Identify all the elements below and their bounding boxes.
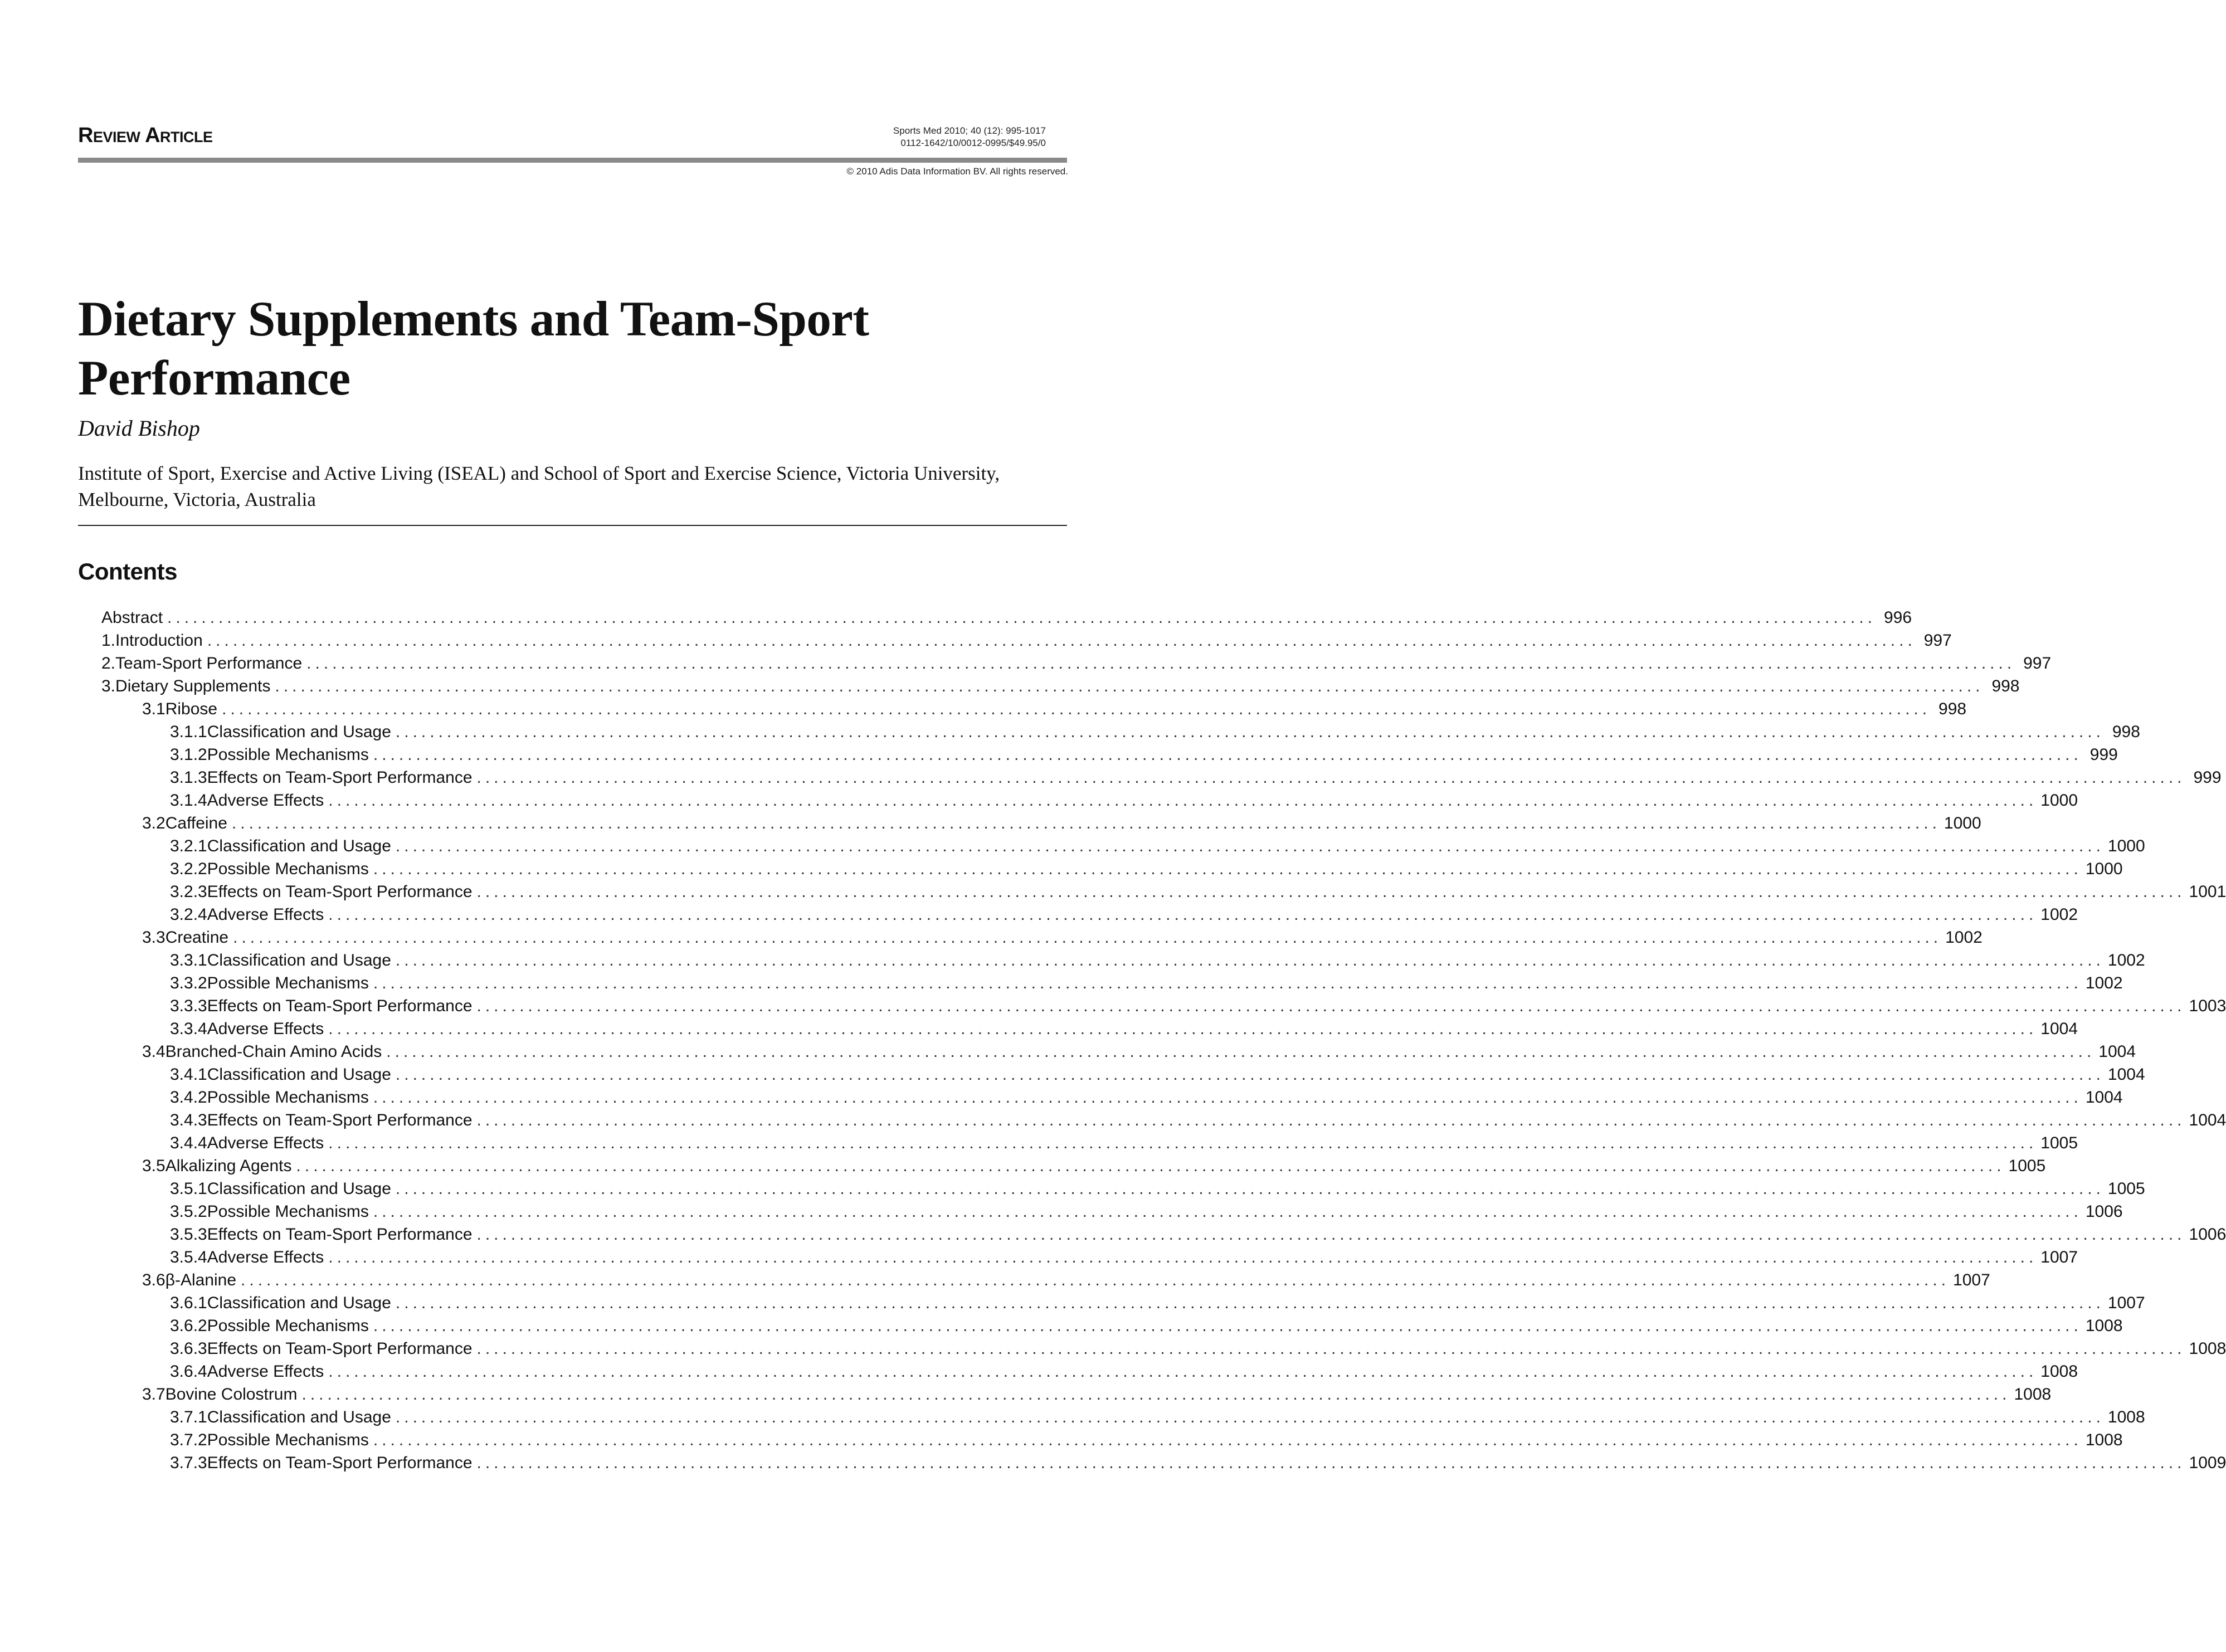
toc-entry-number: 3.4.4 [170, 1134, 207, 1152]
toc-entry-page: 1000 [2085, 860, 2123, 878]
toc-entry-label: Possible Mechanisms [207, 1088, 369, 1107]
article-type-label: Review Article [78, 124, 213, 147]
toc-dot-leader: ........................................................................................................................................................................................................ [296, 1157, 2005, 1175]
toc-entry[interactable] [170, 835, 2145, 857]
toc-entry-number: 3.2.1 [170, 837, 207, 855]
toc-entry[interactable] [142, 1269, 1990, 1292]
toc-entry-number: 3.7.3 [170, 1454, 207, 1472]
toc-entry-page: 1004 [2040, 1020, 2078, 1038]
author-affiliation: Institute of Sport, Exercise and Active Living (ISEAL) and School of Sport and Exercise Science, Victoria University, Melbourne, Victoria, Australia [78, 462, 1000, 510]
toc-entry-page: 1008 [2085, 1317, 2123, 1335]
toc-dot-leader: ........................................................................................................................................................................................................ [222, 700, 1931, 718]
toc-entry-label: Adverse Effects [207, 1134, 324, 1152]
toc-dot-leader: ........................................................................................................................................................................................................ [373, 1317, 2082, 1335]
toc-entry-label: Team-Sport Performance [115, 654, 303, 673]
toc-dot-leader: ........................................................................................................................................................................................................ [328, 1362, 2038, 1381]
toc-entry-label: Effects on Team-Sport Performance [207, 883, 473, 901]
toc-entry[interactable] [170, 1429, 2123, 1451]
toc-entry-label: Effects on Team-Sport Performance [207, 1111, 473, 1129]
toc-entry-number: 3.1 [142, 700, 165, 718]
article-title: Dietary Supplements and Team-Sport Performance [78, 292, 869, 406]
toc-dot-leader: ........................................................................................................................................................................................................ [373, 745, 2082, 764]
toc-entry-page: 997 [2023, 654, 2052, 673]
toc-entry-page: 1007 [2107, 1294, 2145, 1312]
toc-entry-page: 998 [1991, 677, 2020, 695]
toc-entry-page: 1002 [2107, 951, 2145, 969]
toc-entry-page: 1004 [2107, 1065, 2145, 1084]
toc-entry-number: 3.3 [142, 928, 165, 947]
toc-entry-page: 1001 [2189, 883, 2226, 901]
toc-entry-number: 3.2 [142, 814, 165, 832]
toc-entry-page: 1004 [2098, 1042, 2136, 1061]
toc-entry-number: 3.6.2 [170, 1317, 207, 1335]
toc-entry-label: Alkalizing Agents [165, 1157, 292, 1175]
toc-dot-leader: ........................................................................................................................................................................................................ [395, 837, 2105, 855]
toc-entry-label: Bovine Colostrum [165, 1385, 298, 1404]
toc-entry[interactable] [170, 949, 2145, 972]
toc-entry-number: 3.4 [142, 1042, 165, 1061]
toc-entry[interactable] [170, 720, 2140, 743]
toc-entry-number: 3. [101, 677, 116, 695]
toc-entry-label: Classification and Usage [207, 837, 391, 855]
toc-entry-page: 1006 [2085, 1202, 2123, 1221]
toc-entry-number: 3.3.3 [170, 997, 207, 1015]
toc-dot-leader: ........................................................................................................................................................................................................ [395, 1294, 2105, 1312]
toc-entry-number: 3.1.4 [170, 791, 207, 810]
toc-entry-number: 3.5 [142, 1157, 165, 1175]
toc-entry-page: 998 [2112, 723, 2140, 741]
toc-entry-number: 3.6 [142, 1271, 165, 1289]
toc-entry-number: 1. [101, 631, 116, 650]
toc-entry[interactable] [170, 880, 2226, 903]
toc-entry[interactable] [170, 1246, 2078, 1269]
toc-dot-leader: ........................................................................................................................................................................................................ [328, 791, 2038, 810]
toc-entry-label: Adverse Effects [207, 1248, 324, 1266]
toc-entry-label: Possible Mechanisms [207, 1202, 369, 1221]
toc-entry-label: Possible Mechanisms [207, 860, 369, 878]
toc-entry[interactable] [170, 1451, 2226, 1474]
toc-entry-number: 3.4.3 [170, 1111, 207, 1129]
toc-entry-page: 1007 [2040, 1248, 2078, 1266]
toc-entry-page: 998 [1938, 700, 1967, 718]
toc-entry-label: Creatine [165, 928, 229, 947]
toc-entry[interactable] [142, 698, 1967, 720]
toc-entry[interactable] [170, 1017, 2078, 1040]
toc-entry-label: Effects on Team-Sport Performance [207, 768, 473, 787]
toc-dot-leader: ........................................................................................................................................................................................................ [373, 860, 2082, 878]
toc-entry-page: 1008 [2040, 1362, 2078, 1381]
toc-entry-page: 1004 [2085, 1088, 2123, 1107]
toc-entry-label: Effects on Team-Sport Performance [207, 997, 473, 1015]
toc-entry-page: 1005 [2008, 1157, 2046, 1175]
toc-entry[interactable] [170, 789, 2078, 812]
toc-dot-leader: ........................................................................................................................................................................................................ [373, 1431, 2082, 1449]
toc-entry[interactable] [142, 926, 1983, 949]
toc-entry-number: 3.1.1 [170, 723, 207, 741]
toc-entry-label: Possible Mechanisms [207, 974, 369, 992]
toc-dot-leader: ........................................................................................................................................................................................................ [207, 631, 1916, 650]
toc-entry[interactable] [170, 1292, 2145, 1314]
toc-entry-page: 1008 [2085, 1431, 2123, 1449]
toc-dot-leader: ........................................................................................................................................................................................................ [395, 1408, 2105, 1426]
toc-dot-leader: ........................................................................................................................................................................................................ [328, 1248, 2038, 1266]
toc-entry-number: 3.3.4 [170, 1020, 207, 1038]
toc-entry[interactable] [170, 1314, 2123, 1337]
toc-dot-leader: ........................................................................................................................................................................................................ [241, 1271, 1950, 1289]
copyright-notice: © 2010 Adis Data Information BV. All rights reserved. [846, 166, 1068, 177]
toc-entry-number: 3.5.2 [170, 1202, 207, 1221]
toc-entry-label: Possible Mechanisms [207, 745, 369, 764]
toc-entry-number: 3.7.2 [170, 1431, 207, 1449]
toc-entry-number: 3.4.1 [170, 1065, 207, 1084]
toc-dot-leader: ........................................................................................................................................................................................................ [301, 1385, 2011, 1404]
toc-entry-page: 1002 [2085, 974, 2123, 992]
toc-entry-label: Caffeine [165, 814, 227, 832]
toc-dot-leader: ........................................................................................................................................................................................................ [167, 608, 1877, 627]
toc-entry-number: 3.7 [142, 1385, 165, 1404]
toc-entry-page: 1004 [2189, 1111, 2226, 1129]
toc-dot-leader: ........................................................................................................................................................................................................ [231, 814, 1941, 832]
toc-entry-page: 999 [2193, 768, 2222, 787]
toc-entry-number: 3.3.1 [170, 951, 207, 969]
toc-entry-label: Abstract [101, 608, 163, 627]
toc-entry-number: 3.3.2 [170, 974, 207, 992]
toc-entry-page: 1003 [2189, 997, 2226, 1015]
toc-entry-label: Adverse Effects [207, 905, 324, 924]
toc-entry[interactable] [142, 1040, 2136, 1063]
toc-entry-page: 999 [2089, 745, 2118, 764]
contents-heading: Contents [78, 558, 177, 584]
toc-entry-page: 1000 [2040, 791, 2078, 810]
toc-entry-number: 3.6.1 [170, 1294, 207, 1312]
toc-dot-leader: ........................................................................................................................................................................................................ [395, 723, 2105, 741]
toc-entry-label: Classification and Usage [207, 1180, 391, 1198]
toc-dot-leader: ........................................................................................................................................................................................................ [306, 654, 2016, 673]
toc-dot-leader: ........................................................................................................................................................................................................ [476, 1225, 2186, 1244]
toc-entry[interactable] [170, 1086, 2123, 1109]
toc-entry-label: Classification and Usage [207, 1408, 391, 1426]
toc-entry-page: 1008 [2014, 1385, 2052, 1404]
toc-dot-leader: ........................................................................................................................................................................................................ [395, 951, 2105, 969]
toc-dot-leader: ........................................................................................................................................................................................................ [275, 677, 1984, 695]
toc-entry-label: Introduction [115, 631, 203, 650]
toc-dot-leader: ........................................................................................................................................................................................................ [386, 1042, 2096, 1061]
toc-entry[interactable] [170, 972, 2123, 995]
toc-entry-page: 1002 [2040, 905, 2078, 924]
toc-dot-leader: ........................................................................................................................................................................................................ [328, 1134, 2038, 1152]
toc-entry-label: Effects on Team-Sport Performance [207, 1339, 473, 1358]
toc-dot-leader: ........................................................................................................................................................................................................ [328, 905, 2038, 924]
toc-entry-label: Effects on Team-Sport Performance [207, 1225, 473, 1244]
toc-entry-label: Branched-Chain Amino Acids [165, 1042, 382, 1061]
toc-entry[interactable] [142, 812, 1981, 835]
toc-entry-page: 1008 [2107, 1408, 2145, 1426]
toc-entry-label: Possible Mechanisms [207, 1431, 369, 1449]
toc-entry-page: 1005 [2107, 1180, 2145, 1198]
toc-entry-label: Adverse Effects [207, 1020, 324, 1038]
journal-ref: Sports Med 2010; 40 (12): 995-1017 [893, 125, 1046, 136]
toc-entry-label: Classification and Usage [207, 723, 391, 741]
toc-entry[interactable] [170, 1109, 2226, 1132]
toc-entry-number: 3.5.4 [170, 1248, 207, 1266]
toc-entry-number: 3.5.1 [170, 1180, 207, 1198]
toc-entry[interactable] [101, 652, 2052, 675]
toc-entry-label: Possible Mechanisms [207, 1317, 369, 1335]
toc-dot-leader: ........................................................................................................................................................................................................ [373, 1088, 2082, 1107]
toc-entry[interactable] [170, 1200, 2123, 1223]
toc-entry-number: 3.4.2 [170, 1088, 207, 1107]
toc-entry[interactable] [142, 1154, 2046, 1177]
toc-entry-label: Classification and Usage [207, 1294, 391, 1312]
author-name: David Bishop [78, 416, 200, 441]
toc-entry-page: 1009 [2189, 1454, 2226, 1472]
toc-entry[interactable] [170, 1406, 2145, 1429]
toc-entry-label: Ribose [165, 700, 218, 718]
toc-dot-leader: ........................................................................................................................................................................................................ [476, 1339, 2186, 1358]
issn-code: 0112-1642/10/0012-0995/$49.95/0 [900, 138, 1046, 148]
toc-dot-leader: ........................................................................................................................................................................................................ [476, 997, 2186, 1015]
toc-dot-leader: ........................................................................................................................................................................................................ [328, 1020, 2038, 1038]
toc-entry[interactable] [142, 1383, 2052, 1406]
journal-citation [893, 125, 1046, 149]
toc-entry[interactable] [170, 1223, 2226, 1246]
toc-entry-label: β-Alanine [165, 1271, 237, 1289]
toc-entry-label: Adverse Effects [207, 791, 324, 810]
toc-dot-leader: ........................................................................................................................................................................................................ [373, 1202, 2082, 1221]
toc-entry[interactable] [170, 766, 2222, 789]
toc-entry-page: 1007 [1953, 1271, 1990, 1289]
toc-dot-leader: ........................................................................................................................................................................................................ [395, 1065, 2105, 1084]
toc-dot-leader: ........................................................................................................................................................................................................ [233, 928, 1942, 947]
toc-entry[interactable] [101, 629, 1952, 652]
header-divider-bar [78, 158, 1067, 163]
toc-entry-number: 3.2.3 [170, 883, 207, 901]
toc-entry[interactable] [170, 1337, 2226, 1360]
toc-entry-page: 1000 [2107, 837, 2145, 855]
toc-entry[interactable] [170, 1177, 2145, 1200]
toc-entry-page: 1006 [2189, 1225, 2226, 1244]
toc-entry[interactable] [170, 903, 2078, 926]
toc-entry-number: 3.6.4 [170, 1362, 207, 1381]
toc-entry-number: 3.2.4 [170, 905, 207, 924]
toc-entry-label: Effects on Team-Sport Performance [207, 1454, 473, 1472]
toc-entry[interactable] [170, 857, 2123, 880]
toc-entry-number: 3.1.2 [170, 745, 207, 764]
toc-entry-label: Classification and Usage [207, 951, 391, 969]
toc-entry[interactable] [170, 1063, 2145, 1086]
toc-entry-label: Dietary Supplements [115, 677, 271, 695]
toc-entry[interactable] [170, 1132, 2078, 1154]
toc-dot-leader: ........................................................................................................................................................................................................ [476, 1111, 2186, 1129]
toc-dot-leader: ........................................................................................................................................................................................................ [373, 974, 2082, 992]
toc-entry[interactable] [170, 1360, 2078, 1383]
toc-entry-page: 1002 [1945, 928, 1983, 947]
toc-entry-number: 3.6.3 [170, 1339, 207, 1358]
toc-dot-leader: ........................................................................................................................................................................................................ [476, 1454, 2186, 1472]
toc-entry-page: 997 [1923, 631, 1952, 650]
toc-entry-page: 996 [1883, 608, 1912, 627]
toc-entry-number: 2. [101, 654, 116, 673]
toc-dot-leader: ........................................................................................................................................................................................................ [476, 883, 2186, 901]
toc-entry-number: 3.5.3 [170, 1225, 207, 1244]
toc-entry-label: Adverse Effects [207, 1362, 324, 1381]
toc-entry[interactable] [170, 743, 2118, 766]
toc-entry-page: 1005 [2040, 1134, 2078, 1152]
toc-dot-leader: ........................................................................................................................................................................................................ [476, 768, 2186, 787]
section-divider [78, 525, 1067, 526]
toc-entry-page: 1008 [2189, 1339, 2226, 1358]
toc-entry-label: Classification and Usage [207, 1065, 391, 1084]
toc-entry[interactable] [101, 606, 1912, 629]
toc-entry-page: 1000 [1944, 814, 1981, 832]
toc-entry-number: 3.2.2 [170, 860, 207, 878]
toc-entry[interactable] [101, 675, 2020, 698]
toc-entry[interactable] [170, 995, 2226, 1017]
toc-entry-number: 3.1.3 [170, 768, 207, 787]
toc-entry-number: 3.7.1 [170, 1408, 207, 1426]
toc-dot-leader: ........................................................................................................................................................................................................ [395, 1180, 2105, 1198]
